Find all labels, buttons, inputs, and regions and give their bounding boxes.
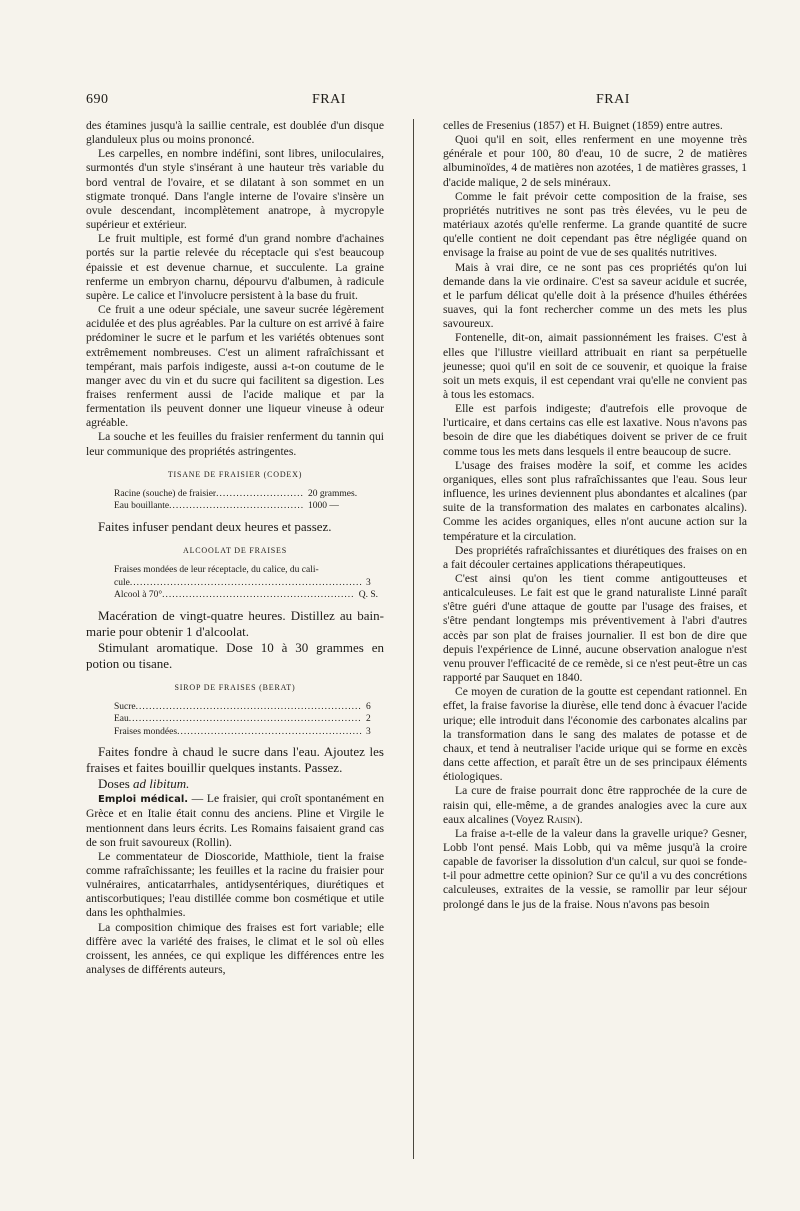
recipe-instruction xyxy=(86,776,384,792)
running-header xyxy=(86,92,776,112)
quantity: 6 xyxy=(366,701,371,712)
cross-reference: Raisin xyxy=(546,812,576,826)
running-title-left: FRAI xyxy=(312,92,346,107)
recipe-line xyxy=(86,713,384,726)
recipe-line xyxy=(86,488,384,501)
paragraph-text: — Le fraisier, qui croît spontanément en Grèce et en Italie était connu des anciens. Pline et Virgile le mentionnent dans leurs écrits. Les Romains faisaient grand cas de son fruit savoureux (Rollin). xyxy=(86,792,384,849)
paragraph: celles de Fresenius (1857) et H. Buignet (1859) entre autres. xyxy=(443,119,723,132)
ingredient: Racine (souche) de fraisier xyxy=(114,488,217,499)
quantity: 1000 — xyxy=(308,501,339,512)
ingredient: Eau xyxy=(114,714,129,725)
column-divider xyxy=(413,119,414,1159)
recipe-instruction: Faites fondre à chaud le sucre dans l'eau. Ajoutez les fraises et faites bouillir quelques instants. Passez. xyxy=(86,744,384,776)
section-heading: Emploi médical. xyxy=(98,794,189,806)
doses-label: Doses xyxy=(98,776,130,792)
quantity: 2 xyxy=(366,714,371,725)
doses-value: ad libitum. xyxy=(133,776,190,792)
right-column xyxy=(443,119,747,912)
recipe-title-tisane: TISANE DE FRAISIER (CODEX) xyxy=(167,469,303,479)
paragraph: Ce fruit a une odeur spéciale, une saveur sucrée légèrement acidulée et des plus agréables. Par la culture on est arrivé à faire prédominer le sucre et le parfum et les variétés obtenues sont extrêmement nombreuses. C'est un aliment rafraîchissant et tempérant, mais parfois indigeste, aussi a-t-on coutume de le manger avec du vin et du sucre qui facilitent sa digestion. Les fraises renferment aussi de l'acide malique et par la fermentation ils peuvent donner une liqueur vineuse à odeur agréable. xyxy=(86,303,384,430)
paragraph: C'est ainsi qu'on les tient comme antigoutteuses et anticalculeuses. Le fait est que le grand naturaliste Linné paraît s'être guéri d'une attaque de goutte par l'usage des fraises, et s'être pendant longtemps mis préventivement à l'abri d'autres accès par son plat de fraises journalier. Il est bon de dire que depuis l'expérience de Linné, aucune observation analogue n'est venu prouver l'efficacité de ce remède, si ce n'est peut-être un cas rapporté par Sauquet en 1840. xyxy=(443,572,747,685)
ingredient: cule xyxy=(114,577,130,588)
paragraph: L'usage des fraises modère la soif, et comme les acides organiques, elles sont plus rafraîchissantes que l'eau. Sous leur influence, les urines deviennent plus abondantes et alcalines (par suite de la transformation des malates en carbonates alcalins). Comme les acides organiques, elles n'ont aucune action sur la température et la circulation. xyxy=(443,458,747,543)
leader-dots xyxy=(216,488,304,501)
recipe-instruction: Faites infuser pendant deux heures et passez. xyxy=(98,518,332,534)
paragraph-text: ). xyxy=(575,812,583,826)
paragraph: Fontenelle, dit-on, aimait passionnément les fraises. C'est à elles que l'illustre vieillard attribuait en riant sa perpétuelle jeunesse; quoi qu'il en soit de ce souvenir, et quoique la fraise soit un mets exquis, il est cependant vrai qu'elle ne convient pas à tous les estomacs. xyxy=(443,331,747,401)
quantity: 3 xyxy=(366,577,371,588)
paragraph: Les carpelles, en nombre indéfini, sont libres, uniloculaires, surmontés d'un style s'insérant à une hauteur très variable du bord ventral de l'ovaire, et se dilatant à son sommet en un stigmate tronqué. Dans l'angle interne de l'ovaire s'insère un ovule descendant, incomplètement anatrope, à mycropyle supérieur et extérieur. xyxy=(86,147,384,232)
quantity: 3 xyxy=(366,726,371,737)
paragraph: Des propriétés rafraîchissantes et diurétiques des fraises on en a fait découler certaines applications thérapeutiques. xyxy=(443,543,747,571)
paragraph-text: La cure de fraise pourrait donc être rapprochée de la cure de raisin qui, elle-même, a de grandes analogies avec la cure aux eaux alcalines (Voyez xyxy=(443,784,747,826)
paragraph xyxy=(86,792,384,850)
quantity: Q. S. xyxy=(358,590,378,601)
leader-dots xyxy=(177,726,362,739)
paragraph xyxy=(443,784,747,826)
recipe-line xyxy=(86,701,384,714)
recipe-line xyxy=(86,577,384,590)
recipe-instruction: Macération de vingt-quatre heures. Distillez au bain-marie pour obtenir 1 d'alcoolat. xyxy=(86,607,384,639)
paragraph: Le fruit multiple, est formé d'un grand nombre d'achaines portés sur la partie relevée du réceptacle qui s'est beaucoup épaissie et est devenue charnue, et succulente. La graine renferme un embryon charnu, dépourvu d'albumen, à radicule supère. Le calice et l'involucre persistent à la base du fruit. xyxy=(86,232,384,302)
paragraph: Le commentateur de Dioscoride, Matthiole, tient la fraise comme rafraîchissante; les feuilles et la racine du fraisier pour vulnéraires, anticatarrhales, antidysentériques, diurétiques et antiscorbutiques; l'eau distillée comme bon cosmétique et utile dans les ophthalmies. xyxy=(86,849,384,920)
paragraph: Quoi qu'il en soit, elles renferment en une moyenne très générale et pour 100, 80 d'eau, 10 de sucre, 2 de matières albuminoïdes, 4 de matières non azotées, 1 de matières grasses, 1 d'acide malique, 2 de sels minéraux. xyxy=(443,133,747,189)
recipe-title-alcoolat: ALCOOLAT DE FRAISES xyxy=(183,545,287,555)
paragraph: La souche et les feuilles du fraisier renferment du tannin qui leur communique des propriétés astringentes. xyxy=(86,430,384,458)
ingredient: Sucre xyxy=(114,701,136,712)
running-title-right: FRAI xyxy=(596,92,630,107)
left-column xyxy=(86,119,384,977)
recipe-instruction: Stimulant aromatique. Dose 10 à 30 grammes en potion ou tisane. xyxy=(86,639,384,671)
ingredient: Alcool à 70° xyxy=(114,590,163,601)
ingredient: Eau bouillante xyxy=(114,501,170,512)
paragraph: La composition chimique des fraises est fort variable; elle diffère avec la variété des fraises, le climat et le sol où elles croissent, les années, ce qui explique les différences entre les analyses de différents auteurs, xyxy=(86,920,384,977)
paragraph: Comme le fait prévoir cette composition de la fraise, ses propriétés nutritives ne sont pas très élevées, vu le peu de matériaux azotés qu'elle renferme. La grande quantité de sucre qu'elle contient ne doit cependant pas être négligée quand on envisage la fraise au point de vue de ses qualités nutritives. xyxy=(443,189,747,260)
leader-dots xyxy=(136,701,362,714)
paragraph: des étamines jusqu'à la saillie centrale, est doublée d'un disque glanduleux plus ou moins prononcé. xyxy=(86,119,384,147)
leader-dots xyxy=(129,713,362,726)
recipe-line xyxy=(86,589,384,602)
ingredient: Fraises mondées de leur réceptacle, du calice, du cali- xyxy=(114,565,319,576)
paragraph: Mais à vrai dire, ce ne sont pas ces propriétés qu'on lui demande dans la vie ordinaire. C'est sa saveur acidule et sucrée, et le parfum délicat qu'elle doit à la présence d'huiles éthérées suaves, qui la font rechercher comme un des mets les plus savoureux. xyxy=(443,260,747,331)
recipe-line xyxy=(86,500,384,513)
quantity: 20 grammes. xyxy=(308,488,358,499)
leader-dots xyxy=(130,577,362,590)
recipe-title-sirop: SIROP DE FRAISES (BERAT) xyxy=(174,682,296,692)
leader-dots xyxy=(169,500,304,513)
recipe-line xyxy=(86,726,384,739)
paragraph: La fraise a-t-elle de la valeur dans la gravelle urique? Gesner, Lobb l'ont pensé. Mais Lobb, qui va même jusqu'à la croire capable de favoriser la dissolution d'un calcul, sur quoi se fonde-t-il pour admettre cette opinion? Sur ce qu'il a vu des concrétions calculeuses, extraites de la vessie, se ramollir par leur séjour prolongé dans le jus de la fraise. Nous n'avons pas besoin xyxy=(443,826,747,911)
leader-dots xyxy=(162,589,355,602)
page-number: 690 xyxy=(86,92,109,107)
ingredient: Fraises mondées xyxy=(114,726,178,737)
paragraph: Elle est parfois indigeste; d'autrefois elle provoque de l'urticaire, et dans certains cas elle est laxative. Nous n'avons pas besoin de dire que les diabétiques doivent se priver de ce fruit comme tous les mets dans lesquels il entre beaucoup de sucre. xyxy=(443,402,747,458)
paragraph: Ce moyen de curation de la goutte est cependant rationnel. En effet, la fraise favorise la diurèse, elle tend donc à évacuer l'acide urique; elle introduit dans l'économie des carbonates alcalins par la transformation dans le sang des malates de potasse et de chaux, et tend à neutraliser l'acide urique qui se forme en excès dans cette affection, et paraît être un de ses principaux éléments étiologiques. xyxy=(443,685,747,784)
